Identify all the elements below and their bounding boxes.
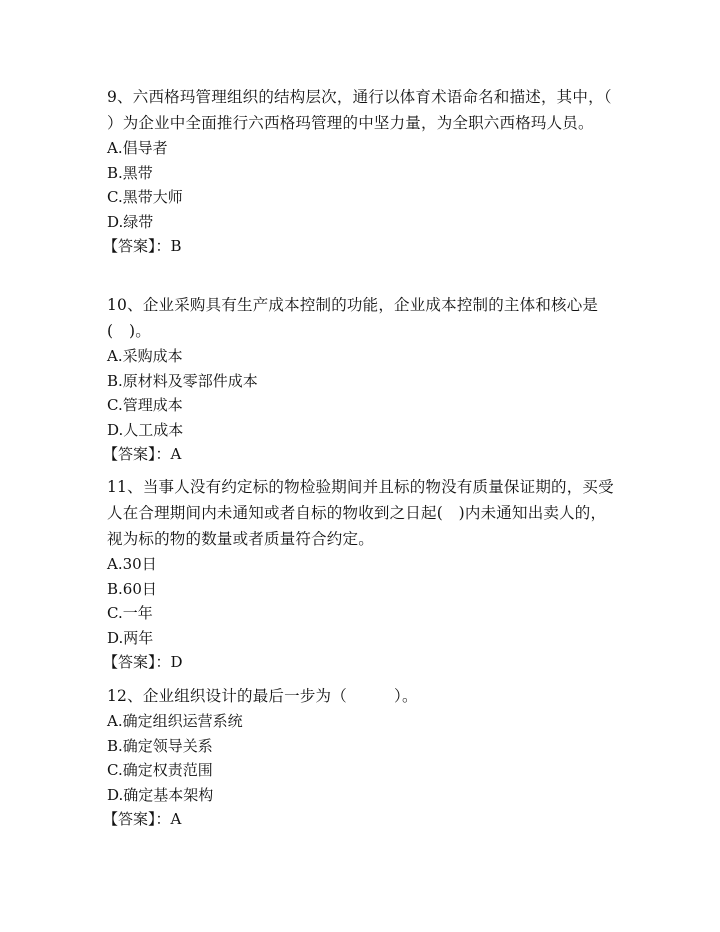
- answer: 【答案】：A: [103, 445, 182, 463]
- option-b: B.原材料及零部件成本: [107, 371, 258, 390]
- option-c: C.一年: [107, 604, 153, 622]
- option-b: B.黑带: [107, 163, 153, 182]
- answer: 【答案】：B: [103, 237, 182, 255]
- option-b: B.60日: [107, 579, 157, 598]
- question-12: [103, 683, 615, 832]
- answer: 【答案】：D: [103, 653, 183, 671]
- option-a: A.倡导者: [107, 139, 168, 157]
- option-d: D.确定基本架构: [107, 785, 214, 804]
- option-c: C.确定权责范围: [107, 761, 213, 779]
- option-d: D.人工成本: [107, 420, 184, 439]
- option-d: D.两年: [107, 628, 154, 647]
- question-stem: 9、六西格玛管理组织的结构层次，通行以体育术语命名和描述，其中，（ ）为企业中全面推行六西格玛管理的中坚力量，为全职六西格玛人员。: [107, 88, 659, 132]
- option-c: C.管理成本: [107, 396, 183, 414]
- question-stem: 11、当事人没有约定标的物检验期间并且标的物没有质量保证期的，买受人在合理期间内未通知或者自标的物收到之日起( )内未通知出卖人的，视为标的物的数量或者质量符合约定。: [107, 478, 614, 548]
- question-stem: 12、企业组织设计的最后一步为（ ）。: [107, 687, 418, 705]
- question-10: [103, 292, 615, 467]
- question-11: [103, 474, 615, 675]
- option-d: D.绿带: [107, 212, 154, 231]
- option-a: A.采购成本: [107, 347, 183, 365]
- question-stem: 10、企业采购具有生产成本控制的功能，企业成本控制的主体和核心是( )。: [107, 296, 599, 340]
- option-c: C.黑带大师: [107, 188, 183, 206]
- option-b: B.确定领导关系: [107, 736, 213, 755]
- answer: 【答案】：A: [103, 810, 182, 828]
- option-a: A.30日: [107, 555, 157, 573]
- question-9: [103, 84, 659, 259]
- option-a: A.确定组织运营系统: [107, 712, 243, 730]
